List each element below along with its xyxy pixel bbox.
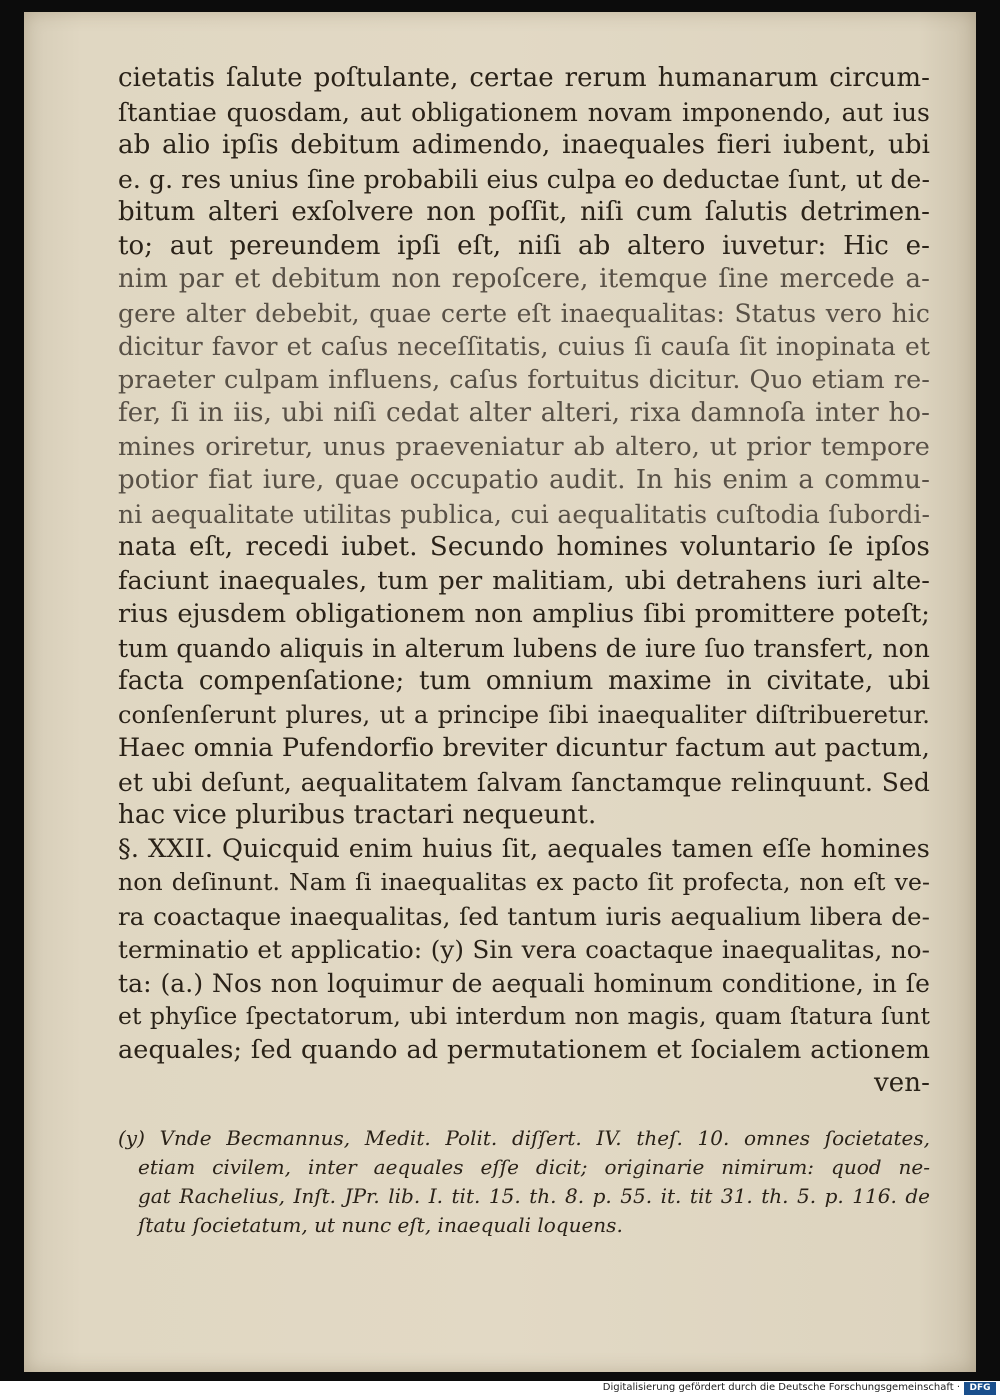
text-line: terminatio et applicatio: (y) Sin vera coactaque inaequalitas, no-: [118, 935, 930, 964]
section-heading-line: §. XXII. Quicquid enim huius ſit, aequales tamen eſſe homines: [118, 833, 930, 864]
text-line: facta compenſatione; tum omnium maxime in civitate, ubi: [118, 666, 930, 696]
footnote-line: (y) Vnde Becmannus, Medit. Polit. diſſert. IV. theſ. 10. omnes ſocietates,: [118, 1126, 930, 1150]
text-line: mines oriretur, unus praeveniatur ab altero, ut prior tempore: [118, 431, 930, 462]
body-text: [118, 62, 930, 1101]
text-line: bitum alteri exſolvere non poſſit, niſi cum ſalutis detrimen-: [118, 197, 930, 227]
text-line: nata eſt, recedi iubet. Secundo homines voluntario ſe ipſos: [118, 532, 930, 562]
footnotes: [118, 1124, 930, 1240]
text-line: cietatis ſalute poſtulante, certae rerum humanarum circum-: [118, 63, 930, 93]
text-line: hac vice pluribus tractari nequeunt.: [118, 800, 597, 830]
text-line: e. g. res unius ſine probabili eius culpa eo deductae ſunt, ut de-: [118, 164, 930, 194]
book-page: [24, 12, 976, 1372]
text-line: to; aut pereundem ipſi eſt, niſi ab altero iuvetur: Hic e-: [118, 230, 930, 261]
text-line: potior fiat iure, quae occupatio audit. In his enim a commu-: [118, 465, 930, 495]
text-line: tum quando aliquis in alterum lubens de iure ſuo transfert, non: [118, 633, 930, 663]
text-line: aequales; ſed quando ad permutationem et ſocialem actionem: [118, 1034, 930, 1065]
catchword: ven-: [873, 1068, 930, 1098]
digitization-footer: [0, 1381, 1000, 1397]
text-line: et phyſice ſpectatorum, ubi interdum non magis, quam ſtatura ſunt: [118, 1002, 930, 1030]
footnote-line: ſtatu ſocietatum, ut nunc eſt, inaequali loquens.: [138, 1213, 623, 1237]
text-line: fer, ſi in iis, ubi niſi cedat alter alteri, rixa damnoſa inter ho-: [118, 398, 930, 428]
text-line: rius ejusdem obligationem non amplius ſibi promittere poteſt;: [118, 599, 930, 629]
text-line: ab alio ipſis debitum adimendo, inaequales fieri iubent, ubi: [118, 130, 930, 160]
text-line: praeter culpam influens, caſus fortuitus dicitur. Quo etiam re-: [118, 364, 930, 395]
footnote-line: gat Rachelius, Inſt. JPr. lib. I. tit. 15. th. 8. p. 55. it. tit 31. th. 5. p. 116. de: [138, 1184, 930, 1208]
text-line: ta: (a.) Nos non loquimur de aequali hominum conditione, in ſe: [118, 968, 930, 998]
text-line: conſenſerunt plures, ut a principe ſibi inaequaliter diſtribueretur.: [118, 700, 930, 729]
text-line: nim par et debitum non repoſcere, itemque ſine mercede a-: [118, 264, 930, 294]
footnote-line: etiam civilem, inter aequales eſſe dicit; originarie nimirum: quod ne-: [138, 1155, 930, 1179]
text-line: et ubi deſunt, aequalitatem ſalvam ſanctamque relinquunt. Sed: [118, 767, 930, 797]
text-line: non deſinunt. Nam ſi inaequalitas ex pacto ſit profecta, non eſt ve-: [118, 868, 930, 896]
text-line: ra coactaque inaequalitas, ſed tantum iuris aequalium libera de-: [118, 901, 930, 931]
dfg-logo-icon: DFG: [964, 1382, 996, 1395]
text-line: ſtantiae quosdam, aut obligationem novam imponendo, aut ius: [118, 97, 930, 127]
text-line: ni aequalitate utilitas publica, cui aequalitatis cuſtodia ſubordi-: [118, 499, 930, 529]
text-line: Haec omnia Pufendorfio breviter dicuntur factum aut pactum,: [118, 733, 930, 763]
text-line: faciunt inaequales, tum per malitiam, ubi detrahens iuri alte-: [118, 565, 930, 596]
funding-notice: Digitalisierung gefördert durch die Deutsche Forschungsgemeinschaft ·: [602, 1382, 960, 1393]
text-line: dicitur favor et caſus neceſſitatis, cuius ſi cauſa ſit inopinata et: [118, 332, 930, 361]
text-line: gere alter debebit, quae certe eſt inaequalitas: Status vero hic: [118, 298, 930, 328]
